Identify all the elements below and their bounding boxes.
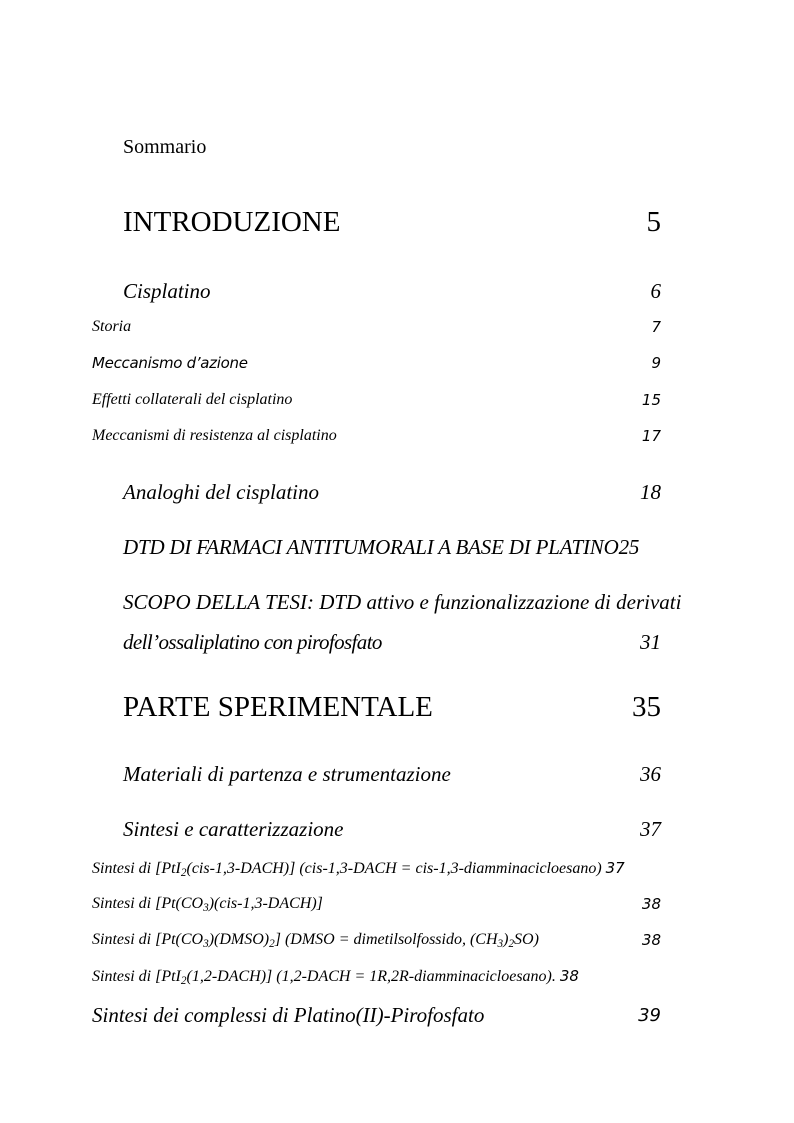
toc-page-resistenza: 17 [641,427,661,445]
toc-entry-cisplatino[interactable]: Cisplatino [123,279,211,303]
toc-entry-scopo-line1[interactable]: SCOPO DELLA TESI: DTD attivo e funzionalizzazione di derivati [123,590,682,614]
text-part: )(DMSO) [208,931,270,948]
toc-page-sintesi-caratterizzazione: 37 [640,817,661,841]
text-part: (1,2-DACH)] (1,2-DACH = 1R,2R-diamminacicloesano). [186,968,560,985]
text-part: SO) [514,931,539,948]
subscript: 2 [269,937,275,950]
text-part: Sintesi di [Pt(CO [92,931,204,948]
toc-page-introduzione: 5 [646,206,661,238]
toc-entry-storia[interactable]: Storia [92,318,132,335]
toc-entry-sintesi-ptco3-dmso[interactable] [92,931,539,949]
subscript: 3 [497,937,504,950]
toc-page-meccanismo: 9 [651,354,661,372]
toc-entry-sintesi-pti2-12dach[interactable] [92,967,579,986]
toc-entry-meccanismo[interactable]: Meccanismo d’azione [92,354,248,372]
toc-page-sintesi-pti2-12dach: 38 [559,967,579,985]
toc-entry-sintesi-ptco3-cis13dach[interactable] [92,895,323,913]
text-part: Sintesi di [PtI [92,968,181,985]
text-part: ] (DMSO = dimetilsolfossido, (CH [274,931,498,948]
text-part: ) [503,931,509,948]
subscript: 2 [180,866,187,879]
toc-page-sintesi-complessi: 39 [638,1005,661,1026]
text-part: Sintesi di [Pt(CO [92,895,204,912]
toc-page-analoghi: 18 [640,480,661,504]
text-part: (cis-1,3-DACH)] (cis-1,3-DACH = cis-1,3-diamminacicloesano) [186,860,606,877]
toc-entry-dtd[interactable]: DTD DI FARMACI ANTITUMORALI A BASE DI PLATINO25 [123,535,640,559]
toc-entry-sintesi-complessi[interactable]: Sintesi dei complessi di Platino(II)-Pirofosfato [92,1003,485,1027]
text-part: Sintesi di [PtI [92,860,181,877]
toc-page-sintesi-ptco3-cis13dach: 38 [641,895,661,913]
subscript: 2 [180,974,187,987]
toc-entry-materiali[interactable]: Materiali di partenza e strumentazione [123,762,451,786]
subscript: 3 [203,937,209,950]
toc-entry-resistenza[interactable]: Meccanismi di resistenza al cisplatino [92,427,337,444]
subscript: 3 [203,901,209,914]
toc-page-sintesi-ptco3-dmso: 38 [641,931,661,949]
toc-page-sintesi-pti2-cis13dach: 37 [605,859,625,877]
toc-page-materiali: 36 [640,762,661,786]
toc-entry-parte-sperimentale[interactable]: PARTE SPERIMENTALE [123,691,433,723]
toc-page-cisplatino: 6 [650,279,661,303]
toc-entry-sintesi-pti2-cis13dach[interactable] [92,859,625,878]
toc-page-effetti: 15 [641,391,661,409]
subscript: 2 [508,937,515,950]
page-title: Sommario [123,136,207,158]
toc-entry-scopo-line2[interactable]: dell’ossaliplatino con pirofosfato [123,630,382,654]
toc-entry-analoghi[interactable]: Analoghi del cisplatino [123,480,319,504]
toc-entry-effetti[interactable]: Effetti collaterali del cisplatino [92,391,293,408]
toc-page-scopo: 31 [640,630,661,654]
toc-entry-sintesi-caratterizzazione[interactable]: Sintesi e caratterizzazione [123,817,344,841]
toc-page-parte-sperimentale: 35 [632,691,661,723]
toc-page-storia: 7 [651,318,661,336]
toc-entry-introduzione[interactable]: INTRODUZIONE [123,206,341,238]
text-part: )(cis-1,3-DACH)] [208,895,323,912]
